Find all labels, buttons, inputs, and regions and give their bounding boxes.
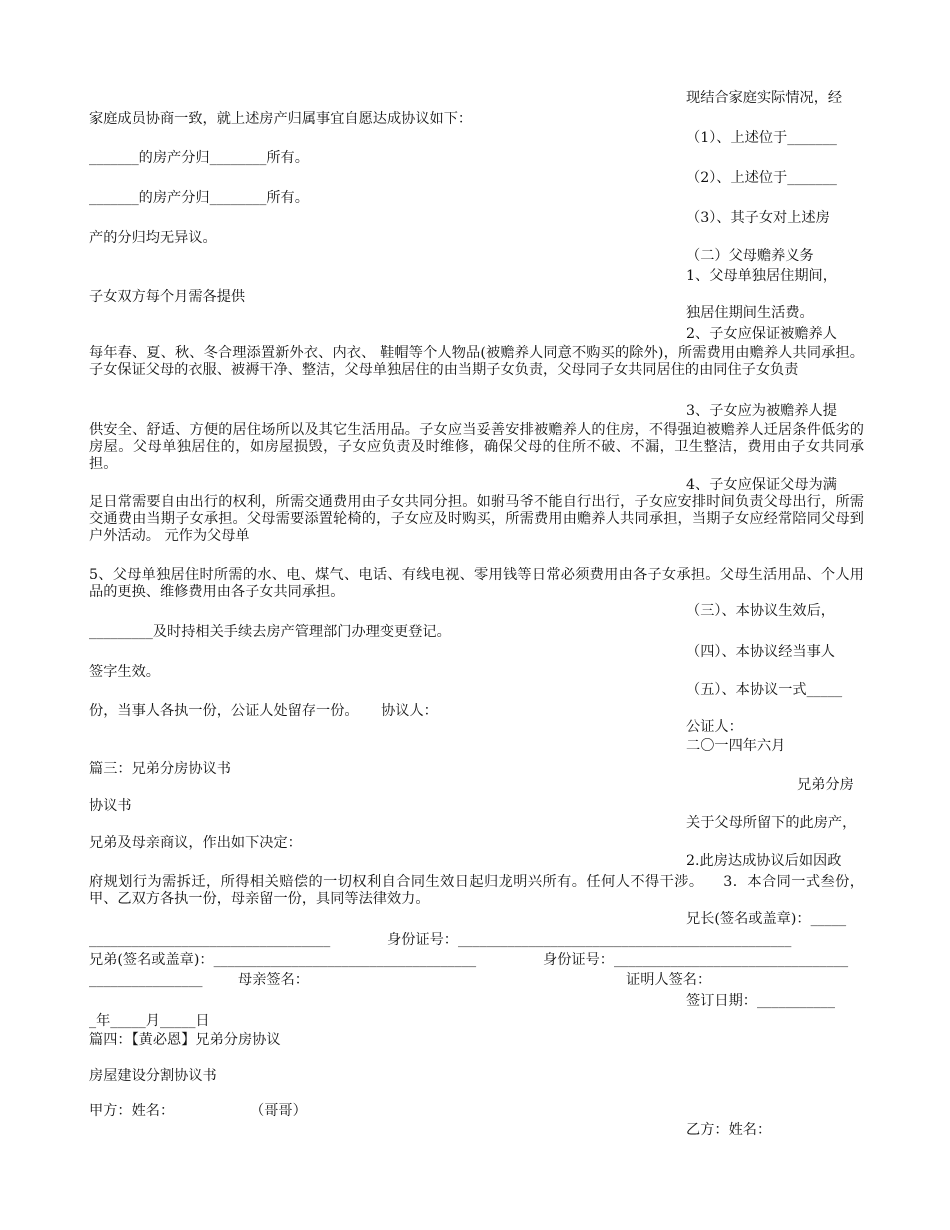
text-line: （2）、上述位于_______ — [686, 170, 837, 186]
text-line: 子女双方每个月需各提供 — [89, 289, 246, 305]
signature-line: __________________________________ — [89, 932, 331, 948]
party-label: 乙方：姓名： — [686, 1122, 772, 1138]
text-line: 2.此房达成协议后如因政 — [686, 853, 842, 869]
id-number-line: 身份证号：_______________________________________________ — [387, 932, 792, 948]
text-line: 签字生效。 — [89, 664, 160, 680]
section-heading: 篇四：【黄必恩】兄弟分房协议 — [89, 1032, 281, 1048]
signature-line: ________________ — [89, 972, 203, 988]
text-line: （五）、本协议一式_____ — [686, 682, 843, 698]
text-line: 份，当事人各执一份，公证人处留存一份。 协议人： — [89, 703, 438, 719]
text-line: 协议书 — [89, 798, 132, 814]
text-line: _________及时持相关手续去房产管理部门办理变更登记。 — [89, 624, 451, 640]
text-line: _______的房产分归________所有。 — [89, 190, 309, 206]
text-line: 2、子女应保证被赡养人 — [686, 326, 837, 342]
party-note: （哥哥） — [250, 1103, 307, 1119]
text-line: 产的分归均无异议。 — [89, 230, 217, 246]
paragraph: 供安全、舒适、方便的居住场所以及其它生活用品。子女应当妥善安排被赡养人的住房，不得强迫被赡养人迁居条件低劣的房屋。父母单独居住的，如房屋损毁，子女应负责及时维修，确保父母的住所不破、不漏，卫生整洁，费用由子女共同承担。 — [89, 422, 864, 472]
text-line: 独居住期间生活费。 — [686, 305, 814, 321]
signature-label: 母亲签名： — [238, 972, 309, 988]
text-line: 3、子女应为被赡养人提 — [686, 403, 837, 419]
text-line: （三）、本协议生效后， — [686, 603, 835, 619]
text-line: （四）、本协议经当事人 — [686, 644, 835, 660]
id-number-line: 身份证号：_________________________________ — [543, 952, 849, 968]
text-line: 家庭成员协商一致，就上述房产归属事宜自愿达成协议如下： — [89, 111, 473, 127]
text-line: 1、父母单独居住期间， — [686, 268, 837, 284]
signature-label: 证明人签名： — [626, 972, 712, 988]
text-line: 兄弟及母亲商议，作出如下决定： — [89, 835, 302, 851]
text-line: 公证人： — [686, 719, 743, 735]
text-line: （3）、其子女对上述房 — [686, 210, 830, 226]
text-line: （1）、上述位于_______ — [686, 130, 837, 146]
text-line: 4、子女应保证父母为满 — [686, 477, 837, 493]
paragraph: 足日常需要自由出行的权利，所需交通费用由子女共同分担。如驸马爷不能自行出行，子女应安排时间负责父母出行，所需交通费由当期子女承担。父母需要添置轮椅的，子女应及时购买，所需费用由赡养人共同承担，当期子女应经常陪同父母到户外活动。 元作为父母单 — [89, 494, 864, 544]
date-line: _年_____月_____日 — [89, 1013, 210, 1029]
section-heading: 篇三：兄弟分房协议书 — [89, 761, 231, 777]
signature-line: 兄弟(签名或盖章)：_____________________________________ — [89, 952, 477, 968]
date-line: 签订日期：___________ — [686, 993, 835, 1009]
text-line: _______的房产分归________所有。 — [89, 150, 309, 166]
paragraph: 每年春、夏、秋、冬合理添置新外衣、内衣、 鞋帽等个人物品(被赡养人同意不购买的除外)，所需费用由赡养人共同承担。子女保证父母的衣服、被褥干净、整洁，父母单独居住的由当期子女负责，父母同子女共同居住的由同住子女负责 — [89, 345, 864, 378]
paragraph: 5、父母单独居住时所需的水、电、煤气、电话、有线电视、零用钱等日常必须费用由各子女承担。父母生活用品、个人用品的更换、维修费用由各子女共同承担。 — [89, 567, 864, 600]
date-line: 二〇一四年六月 — [686, 738, 786, 754]
paragraph: 府规划行为需拆迁，所得相关赔偿的一切权利自合同生效日起归龙明兴所有。任何人不得干涉。 3．本合同一式叁份，甲、乙双方各执一份，母亲留一份，具同等法律效力。 — [89, 874, 864, 907]
text-line: 关于父母所留下的此房产， — [686, 815, 857, 831]
party-label: 甲方：姓名： — [89, 1103, 175, 1119]
section-heading: （二）父母赡养义务 — [686, 248, 814, 264]
text-line: 房屋建设分割协议书 — [89, 1068, 217, 1084]
signature-line: 兄长(签名或盖章)：_____ — [686, 911, 847, 927]
text-line: 兄弟分房 — [797, 777, 854, 793]
text-line: 现结合家庭实际情况，经 — [686, 90, 843, 106]
